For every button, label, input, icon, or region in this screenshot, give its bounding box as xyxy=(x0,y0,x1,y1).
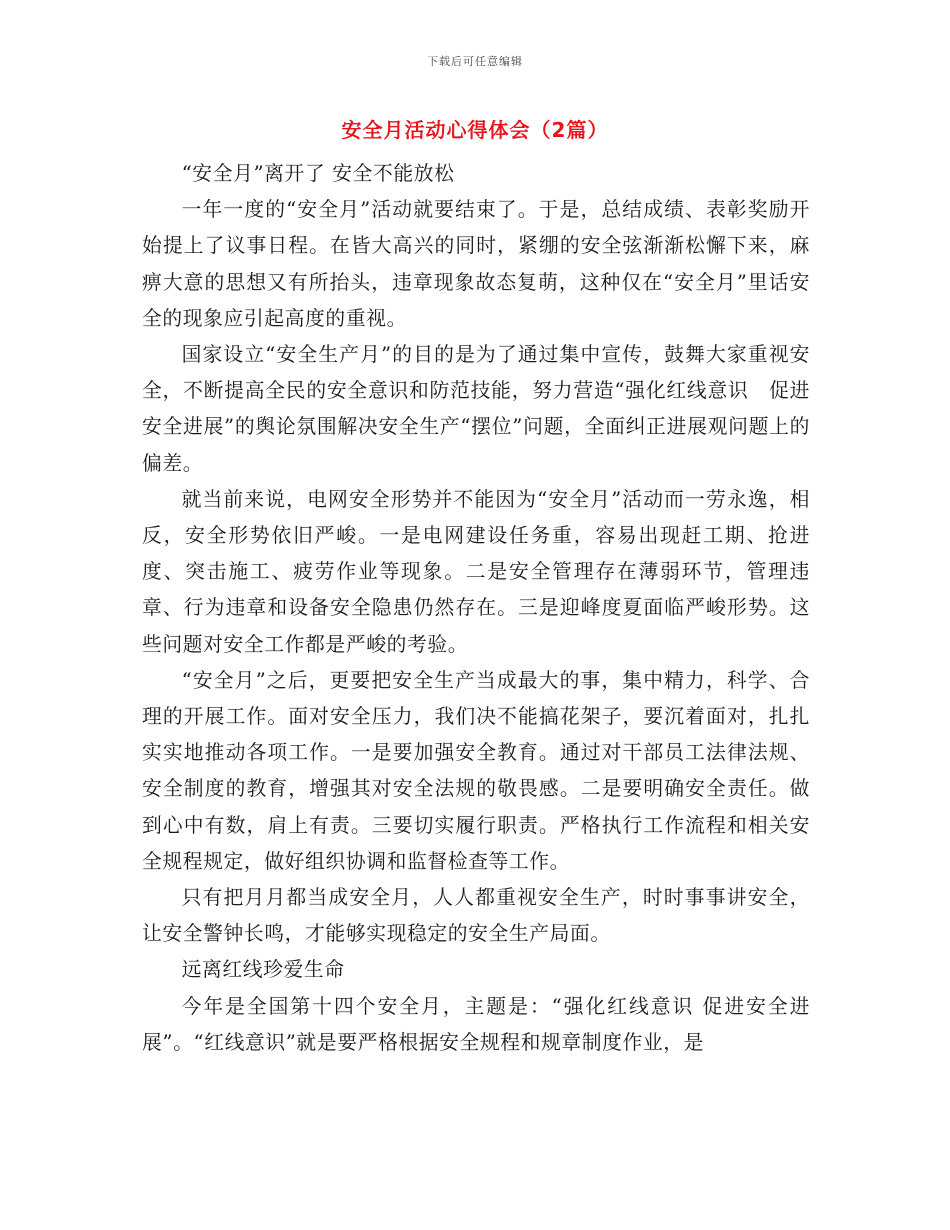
article-1-paragraph-4: “安全月”之后，更要把安全生产当成最大的事，集中精力，科学、合理的开展工作。面对安全压力，我们决不能搞花架子，要沉着面对，扎扎实实地推动各项工作。一是要加强安全教育。通过对干部员工法律法规、安全制度的教育，增强其对安全法规的敬畏感。二是要明确安全责任。做到心中有数，肩上有责。三要切实履行职责。严格执行工作流程和相关安全规程规定，做好组织协调和监督检查等工作。 xyxy=(142,668,810,873)
article-2-paragraph-1: 今年是全国第十四个安全月，主题是：“强化红线意识 促进安全进展”。“红线意识”就是要严格根据安全规程和规章制度作业，是 xyxy=(142,994,810,1054)
article-1-heading: “安全月”离开了 安全不能放松 xyxy=(181,162,455,185)
document-body xyxy=(142,156,810,1061)
article-2-heading: 远离红线珍爱生命 xyxy=(181,958,345,982)
article-1-paragraph-1: 一年一度的“安全月”活动就要结束了。于是，总结成绩、表彰奖励开始提上了议事日程。在皆大高兴的同时，紧绷的安全弦渐渐松懈下来，麻痹大意的思想又有所抬头，违章现象故态复萌，这种仅在“安全月”里话安全的现象应引起高度的重视。 xyxy=(142,198,810,330)
article-1-paragraph-5: 只有把月月都当成安全月，人人都重视安全生产，时时事事讲安全，让安全警钟长鸣，才能够实现稳定的安全生产局面。 xyxy=(142,886,810,946)
article-1-paragraph-3: 就当前来说，电网安全形势并不能因为“安全月”活动而一劳永逸，相反，安全形势依旧严峻。一是电网建设任务重，容易出现赶工期、抢进度、突击施工、疲劳作业等现象。二是安全管理存在薄弱环节，管理违章、行为违章和设备安全隐患仍然存在。三是迎峰度夏面临严峻形势。这些问题对安全工作都是严峻的考验。 xyxy=(142,487,810,656)
header-note: 下载后可任意编辑 xyxy=(427,55,523,68)
document-title: 安全月活动心得体会（2篇） xyxy=(341,118,609,142)
article-1-paragraph-2: 国家设立“安全生产月”的目的是为了通过集中宣传，鼓舞大家重视安全，不断提高全民的安全意识和防范技能，努力营造“强化红线意识 促进安全进展”的舆论氛围解决安全生产“摆位”问题，全面纠正进展观问题上的偏差。 xyxy=(142,343,810,475)
